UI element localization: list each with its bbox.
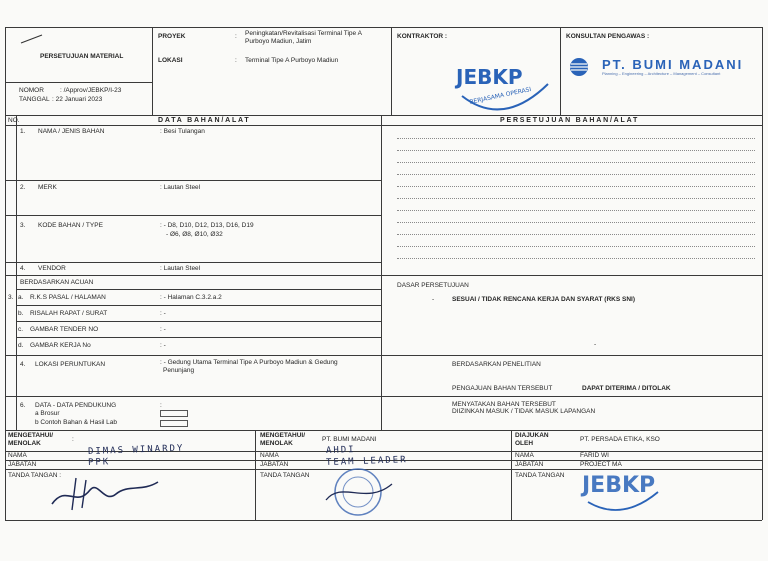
minus-mark: -	[594, 341, 597, 348]
stamp-icon	[318, 466, 398, 518]
row2-value: : Lautan Steel	[160, 184, 201, 191]
sign1-jabatan-value: PPK	[87, 457, 111, 468]
sign1-ttd-label: TANDA TANGAN :	[8, 472, 62, 479]
sign3-head1: DIAJUKAN	[515, 432, 549, 439]
row3-value-line1: : - D8, D10, D12, D13, D16, D19	[160, 222, 254, 229]
row4-no: 4.	[20, 265, 26, 272]
sign3-nama-label: NAMA	[515, 452, 534, 459]
row2-no: 2.	[20, 184, 26, 191]
menyatakan-line2: DIIZINKAN MASUK / TIDAK MASUK LAPANGAN	[452, 408, 596, 415]
contoh-checkbox[interactable]	[160, 420, 188, 427]
row3-label: KODE BAHAN / TYPE	[38, 222, 103, 229]
row4-value: : Lautan Steel	[160, 265, 201, 272]
svg-text:BERJASAMA OPERASI: BERJASAMA OPERASI	[468, 86, 532, 106]
sign2-ttd-label: TANDA TANGAN	[260, 472, 310, 479]
konsultan-label: KONSULTAN PENGAWAS :	[566, 33, 650, 40]
row5-label: LOKASI PERUNTUKAN	[35, 361, 106, 368]
sign2-jabatan-value: TEAM LEADER	[325, 455, 408, 468]
sign2-jabatan-label: JABATAN	[260, 461, 289, 468]
tanggal-value: : 22 Januari 2023	[52, 96, 103, 103]
acuan-title: BERDASARKAN ACUAN	[20, 279, 94, 286]
acuan-a-value: : - Halaman C.3.2.a.2	[160, 294, 222, 301]
kontraktor-stamp-logo	[578, 452, 668, 518]
row6-label: DATA - DATA PENDUKUNG	[35, 402, 117, 409]
sign2-nama-value: AHDI	[325, 444, 356, 456]
sign1-head1: MENGETAHUI/	[8, 432, 54, 439]
acuan-b-value: : -	[160, 310, 166, 317]
acuan-d-label: GAMBAR KERJA No	[30, 342, 91, 349]
acuan-b-letter: b.	[18, 310, 24, 317]
globe-logo-icon	[568, 56, 590, 78]
dasar-persetujuan: DASAR PERSETUJUAN	[397, 282, 469, 289]
sign2-head2: MENOLAK	[260, 440, 293, 447]
sign3-ttd-label: TANDA TANGAN	[515, 472, 565, 479]
proyek-label: PROYEK	[158, 33, 186, 40]
row1-value: : Besi Tulangan	[160, 128, 205, 135]
col-data: DATA BAHAN/ALAT	[158, 117, 251, 124]
acuan-d-value: : -	[160, 342, 166, 349]
row2-label: MERK	[38, 184, 57, 191]
col-persetujuan: PERSETUJUAN BAHAN/ALAT	[500, 117, 640, 124]
row3-no: 3.	[20, 222, 26, 229]
lokasi-label: LOKASI	[158, 57, 183, 64]
sign1-nama-value: DIMAS WINARDY	[87, 443, 185, 457]
sign1-head2: MENOLAK	[8, 440, 41, 447]
sign1-colon: :	[72, 436, 74, 443]
sign3-company: PT. PERSADA ETIKA, KSO	[580, 436, 660, 443]
acuan-a-label: R.K.S PASAL / HALAMAN	[30, 294, 106, 301]
sign3-nama-value: FARID WI	[580, 452, 609, 459]
row6-value: :	[160, 402, 162, 409]
sign3-jabatan-label: JABATAN	[515, 461, 544, 468]
dasar-dash: -	[432, 296, 435, 303]
konsultan-tagline: Planning – Engineering – Architecture – Management – Consultant	[602, 71, 721, 76]
row5-value-line2: Penunjang	[163, 367, 195, 374]
sign1-jabatan-label: JABATAN	[8, 461, 37, 468]
acuan-c-value: : -	[160, 326, 166, 333]
kontraktor-logo	[448, 36, 558, 112]
svg-text:JEBKP: JEBKP	[456, 65, 523, 89]
pen-mark-icon	[20, 34, 44, 44]
row1-no: 1.	[20, 128, 26, 135]
row3-value-line2: - Ø6, Ø8, Ø10, Ø32	[166, 231, 223, 238]
sign1-nama-label: NAMA	[8, 452, 27, 459]
pengajuan-text: PENGAJUAN BAHAN TERSEBUT	[452, 385, 553, 392]
acuan-no: 3.	[8, 294, 14, 301]
sign2-head1: MENGETAHUI/	[260, 432, 306, 439]
brosur-checkbox[interactable]	[160, 410, 188, 417]
form-title: PERSETUJUAN MATERIAL	[40, 53, 124, 60]
row5-no: 4.	[20, 361, 26, 368]
sign3-jabatan-value: PROJECT MA	[580, 461, 622, 468]
sign2-company: PT. BUMI MADANI	[322, 436, 377, 443]
nomor-value: : /Approv/JEBKP/I-23	[60, 87, 122, 94]
lokasi-value: Terminal Tipe A Purboyo Madiun	[245, 57, 339, 64]
proyek-value-line1: Peningkatan/Revitalisasi Terminal Tipe A	[245, 30, 362, 37]
approval-sheet: PERSETUJUAN MATERIAL NOMOR : /Approv/JEBKP/I-23 TANGGAL : 22 Januari 2023 PROYEK : Peningkatan/Revitalisasi Terminal Tipe A Purboyo Madiun, Jatim LOKASI : Terminal Tipe A Purboyo Madiun KONTRAKTOR : JEBKP BERJASAMA OPERASI KONSULTAN PENGAWAS : PT. BUMI MADANI Planning – Engineering – Architecture – Management – Consultant NO. DATA BAHAN/ALAT PERSETUJUAN BAHAN/ALAT 1. NAMA / JENIS BAHAN : Besi Tulangan 2. MERK : Lautan Steel 3. KODE BAHAN / TYPE : - D8, D10, D12, D13, D16, D19 - Ø6, Ø8, Ø10, Ø32 4. VENDOR : Lautan Steel BERDASARKAN ACUAN 3. a. R.K.S PASAL / HALAMAN : - Halaman C.3.2.a.2 b. RISALAH RAPAT / SURAT : - c. GAMBAR TENDER NO : - d. GAMBAR KERJA No : - 4. LOKASI PERUNTUKAN : - Gedung Utama Terminal Tipe A Purboyo Madiun & Gedung Penunjang 6. DATA - DATA PENDUKUNG : a Brosur b Contoh Bahan & Hasil Lab DASAR PERSETUJUAN - SESUAI / TIDAK RENCANA KERJA DAN SYARAT (RKS SNI) - BERDASARKAN PENELITIAN PENGAJUAN BAHAN TERSEBUT DAPAT DITERIMA / DITOLAK MENYATAKAN BAHAN TERSEBUT DIIZINKAN MASUK / TIDAK MASUK LAPANGAN MENGETAHUI/ MENOLAK : NAMA DIMAS WINARDY JABATAN PPK TANDA TANGAN : MENGETAHUI/ MENOLAK PT. BUMI MADANI NAMA AHDI JABATAN TEAM LEADER TANDA TANGAN DIAJUKAN OLEH PT. PERSADA ETIKA, KSO NAMA FARID WI JABATAN PROJECT MA TANDA TANGAN JEBKP	[0, 0, 768, 561]
sign2-nama-label: NAMA	[260, 452, 279, 459]
proyek-value-line2: Purboyo Madiun, Jatim	[245, 38, 312, 45]
row6-no: 6.	[20, 402, 26, 409]
row6-brosur: a Brosur	[35, 410, 60, 417]
acuan-b-label: RISALAH RAPAT / SURAT	[30, 310, 108, 317]
svg-text:JEBKP: JEBKP	[582, 473, 656, 498]
acuan-d-letter: d.	[18, 342, 24, 349]
acuan-c-letter: c.	[18, 326, 24, 333]
sesuai-text: SESUAI / TIDAK RENCANA KERJA DAN SYARAT (RKS SNI)	[452, 296, 635, 303]
col-no: NO.	[8, 117, 20, 124]
acuan-a-letter: a.	[18, 294, 24, 301]
berdasarkan-penelitian: BERDASARKAN PENELITIAN	[452, 361, 541, 368]
signature-1-icon	[46, 474, 166, 514]
sign3-head2: OLEH	[515, 440, 534, 447]
diterima-text: DAPAT DITERIMA / DITOLAK	[582, 385, 671, 392]
konsultan-name: PT. BUMI MADANI	[602, 57, 744, 72]
kontraktor-label: KONTRAKTOR :	[397, 33, 448, 40]
acuan-c-label: GAMBAR TENDER NO	[30, 326, 99, 333]
nomor-label: NOMOR	[19, 87, 44, 94]
tanggal-label: TANGGAL	[19, 96, 50, 103]
row4-label: VENDOR	[38, 265, 66, 272]
menyatakan-line1: MENYATAKAN BAHAN TERSEBUT	[452, 401, 556, 408]
row6-contoh: b Contoh Bahan & Hasil Lab	[35, 419, 118, 426]
row1-label: NAMA / JENIS BAHAN	[38, 128, 105, 135]
row5-value-line1: : - Gedung Utama Terminal Tipe A Purboyo Madiun & Gedung	[160, 359, 338, 366]
